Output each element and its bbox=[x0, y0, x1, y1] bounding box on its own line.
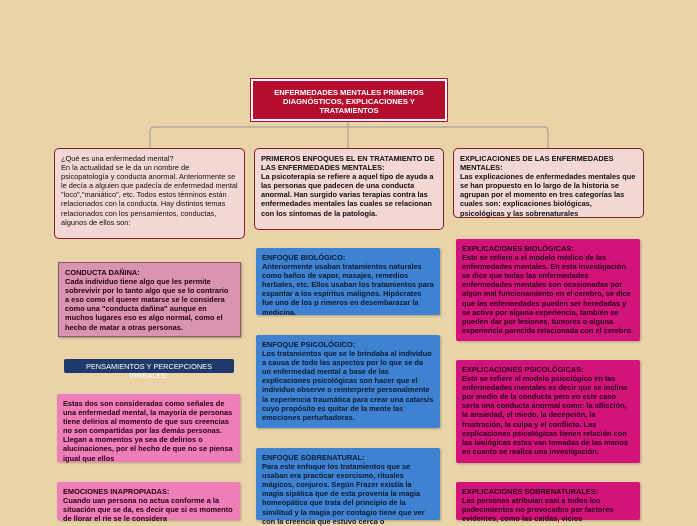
subtopic-psychological-explanations-body: Esta se refiere al modelo psicológico en las enfermedades mentales es decir que se inclina por medio de la conducta pero en este caso sería una conducta anormal como: la aflicción, la ansiedad, el miedo, la decepción, la frustración, la culpa y el conflicto. Las explicaciones psicológicas tienen relación con las biológicas estas van tomadas de las manos en cuanto se realiza una investigación. bbox=[462, 374, 628, 456]
subtopic-biological-approach-body: Anteriormente usaban tratamientos naturales como baños de vapor, masajes, remedios herbales, etc. Ellos usaban los tratamientos para espantar a los espíritus malignos. Hipócrates fue uno de los p rimeros en desembarazar la medicina. bbox=[262, 262, 434, 317]
topic-first-approaches-body: La psicoterapia se refiere a aquel tipo de ayuda a las personas que padecen de una conducta anormal. Han surgido varias terapias contra las enfermedades mentales las cuales se relacionan con los síntomas de la patología. bbox=[261, 172, 434, 218]
subtopic-irreal-perceptions-label: PENSAMIENTOS Y PERCEPCIONES IRREALES: bbox=[85, 362, 213, 380]
topic-explanations-body: Las explicaciones de enfermedades mentales que se han propuesto en lo largo de la historia se agrupan por el momento en tres categorías las cuales son: explicaciones biológicas, psicológicas y las sobrenaturales bbox=[460, 172, 636, 218]
subtopic-psychological-explanations[interactable] bbox=[456, 360, 640, 463]
central-topic-text: ENFERMEDADES MENTALES PRIMEROS DIAGNÓSTICOS, EXPLICACIONES Y TRATAMIENTOS bbox=[274, 88, 424, 115]
subtopic-biological-approach-title: ENFOQUE BIOLÓGICO: bbox=[262, 253, 346, 262]
subtopic-harmful-conduct-title: CONDUCTA DAÑINA: bbox=[65, 268, 140, 277]
connector-branch bbox=[150, 127, 548, 148]
subtopic-supernatural-approach-title: ENFOQUE SOBRENATURAL: bbox=[262, 453, 365, 462]
subtopic-supernatural-explanations-title: EXPLICACIONES SOBRENATURALES: bbox=[462, 487, 599, 496]
subtopic-biological-approach[interactable] bbox=[256, 248, 440, 315]
topic-definition-body: En la actualidad se le da un nombre de psicopatología y conducta anormal. Anteriormente se le decía a alguien que padecía de enfermedad mental "loco","maniático", etc. Todos estos términos están relacionados con la conducta. Hay distintos temas relacionados con los pensamientos, conductas, algunos de ellos son: bbox=[61, 163, 238, 227]
subtopic-biological-explanations-body: Este se refiere a el modelo médico de las enfermedades mentales. En esta investigación se dice que todas las enfermedades enfermedades mentales son ocasionadas por algún mal funcionamiento en el cerebro, se dice que las enfermedades pueden ser heredadas y se activa por alguna experiencia, también se pueden dar por lesiones, tumores o alguna experiencia parecida relacionada con el cerebro. bbox=[462, 253, 633, 335]
central-topic[interactable] bbox=[251, 79, 447, 121]
topic-definition[interactable] bbox=[54, 148, 245, 239]
subtopic-supernatural-approach[interactable] bbox=[256, 448, 440, 526]
subtopic-biological-explanations[interactable] bbox=[456, 239, 640, 341]
subtopic-psychological-approach[interactable] bbox=[256, 335, 440, 428]
topic-explanations-title: EXPLICACIONES DE LAS ENFERMEDADES MENTALES: bbox=[460, 154, 614, 173]
topic-definition-title: ¿Qué es una enfermedad mental? bbox=[61, 154, 174, 163]
topic-first-approaches[interactable] bbox=[254, 148, 444, 230]
subtopic-irreal-perceptions[interactable] bbox=[64, 359, 234, 380]
subtopic-psychological-explanations-title: EXPLICACIONES PSICOLÓGICAS: bbox=[462, 365, 584, 374]
subtopic-psychological-approach-title: ENFOQUE PSICOLÓGICO: bbox=[262, 340, 356, 349]
subtopic-harmful-conduct-body: Cada individuo tiene algo que les permite sobrevivir por lo tanto algo que se lo contrario a eso como el querer matarse se le considera como una "conducta dañina" aunque en muchos lugares eso es algo normal, como el hecho de matar a otras personas. bbox=[65, 277, 229, 332]
topic-explanations[interactable] bbox=[453, 148, 644, 218]
subtopic-delusions-body: Estas dos son consideradas como señales de una enfermedad mental, la mayoría de personas tiene delirios al momento de que sus creencias no son compartidas por las demás personas. Llegan a momentos ya sea de delirios o alucinaciones, por el hecho de que no se piensa igual que ellos bbox=[63, 399, 233, 463]
subtopic-inappropriate-emotions-title: EMOCIONES INAPROPIADAS: bbox=[63, 487, 170, 496]
subtopic-psychological-approach-body: Los tratamientos que se le brindaba al individuo a causa de todo las aspectos por lo que se da un enfermedad mental a base de las explicaciones psicológicas son hacer que el individuo observe o reinterprete personalmente la experiencia traumática para crear una catarsis cuyo propósito es quitar de la mente las emociones perturbadoras. bbox=[262, 349, 434, 422]
subtopic-delusions[interactable] bbox=[57, 394, 240, 462]
subtopic-supernatural-approach-body: Para este enfoque los tratamientos que se usaban era practicar exorcismo, rituales mágicos, conjuros. Según Frazer existía la magia sipática que de esta provenía la magia homeopática que trata del principio de la similitud y la magia por contagio tiene que ver con la creencia que estuvo cerca o bbox=[262, 462, 425, 526]
topic-first-approaches-title: PRIMEROS ENFOQUES EL EN TRATAMIENTO DE LAS ENFERMEDADES MENTALES: bbox=[261, 154, 435, 173]
subtopic-inappropriate-emotions-body: Cuando uan persona no actua conforme a la situación que se da, es decir que si es momento de llorar el ríe se le considera bbox=[63, 496, 233, 524]
subtopic-supernatural-explanations-body: Las personas atribuían casi a todos los padecimientos no provocados por factores evidentes, como las caídas, vicios bbox=[462, 496, 614, 524]
subtopic-inappropriate-emotions[interactable] bbox=[57, 482, 240, 524]
subtopic-supernatural-explanations[interactable] bbox=[456, 482, 640, 524]
subtopic-biological-explanations-title: EXPLICACIONES BIOLÓGICAS: bbox=[462, 244, 574, 253]
subtopic-harmful-conduct[interactable] bbox=[58, 262, 241, 337]
